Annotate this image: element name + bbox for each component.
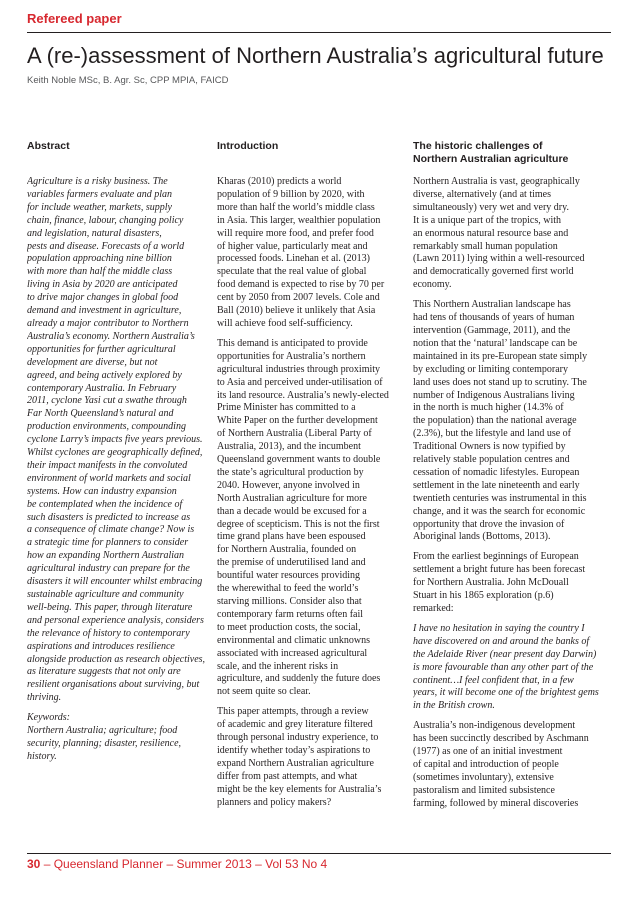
historic-column xyxy=(413,140,611,850)
publication-info: – Queensland Planner – Summer 2013 – Vol 53 No 4 xyxy=(40,857,328,871)
abstract-column xyxy=(27,140,209,850)
historic-paragraph: Australia’s non-indigenous development has been succinctly described by Aschmann (1977) as one of an initial investment of capital and introduction of people (sometimes involuntary), extensive pastoralism and limited subsistence farming, followed by mineral discoveries xyxy=(413,720,589,809)
article-title: A (re-)assessment of Northern Australia’s agricultural future xyxy=(27,43,604,68)
header-rule xyxy=(27,32,611,33)
keywords-label: Keywords: xyxy=(27,712,70,724)
abstract-heading: Abstract xyxy=(27,140,70,152)
author-byline: Keith Noble MSc, B. Agr. Sc, CPP MPIA, FAICD xyxy=(27,75,229,86)
historic-paragraph: Northern Australia is vast, geographically diverse, alternatively (and at times simultaneously) very wet and very dry. It is a unique part of the tropics, with an enormous natural resource base and remarkably small human population (Lawn 2011) lying within a well-resourced and democratically governed first world economy. xyxy=(413,176,585,291)
intro-paragraph: This paper attempts, through a review of academic and grey literature filtered through personal industry experience, to identify whether today’s aspirations to expand Northern Australian agriculture differ from past attempts, and what might be the key elements for Australia’s planners and policy makers? xyxy=(217,706,382,808)
section-kicker: Refereed paper xyxy=(27,11,122,26)
historic-paragraph: This Northern Australian landscape has had tens of thousands of years of human intervention (Gammage, 2011), and the notion that the ‘natural’ landscape can be maintained in its pre-European state simply by excluding or limiting contemporary land uses does not stand up to scrutiny. The number of Indigenous Australians living in the north is much higher (14.3% of the population) than the national average (2.3%), but the lifestyle and land use of Traditional Owners is now typified by relatively stable population centres and cessation of nomadic lifestyles. European settlement in the late nineteenth and early twentieth centuries was instrumental in this change, and it was the search for economic opportunity that drove the invasion of Aboriginal lands (Bottoms, 2013). xyxy=(413,299,588,543)
introduction-heading: Introduction xyxy=(217,140,279,152)
page-number: 30 xyxy=(27,857,41,871)
introduction-column xyxy=(217,140,399,850)
historic-heading: The historic challenges of Northern Australian agriculture xyxy=(413,140,569,165)
footer-rule xyxy=(27,853,611,854)
stuart-quote: I have no hesitation in saying the country I have discovered on and around the banks of the Adelaide River (near present day Darwin) is more favourable than any other part of the continent…I feel confident that, in a few years, it will become one of the brightest gems in the British crown. xyxy=(413,622,599,712)
keywords-text: Northern Australia; agriculture; food security, planning; disaster, resilience, history. xyxy=(27,725,182,762)
intro-paragraph: This demand is anticipated to provide opportunities for Australia’s northern agricultural industries through proximity to Asia and perceived under-utilisation of its land resource. Australia’s newly-elected Prime Minister has committed to a White Paper on the further development of Northern Australia (Liberal Party of Australia, 2013), and the incumbent Queensland government wants to double the state’s agricultural production by 2040. However, anyone involved in North Australian agriculture for more than a decade would be excused for a degree of scepticism. This is not the first time grand plans have been espoused for Northern Australia, founded on the premise of underutilised land and bountiful water resources providing the wherewithal to feed the world’s starving millions. Consider also that contemporary farm returns often fail to meet production costs, the social, environmental and climatic unknowns associated with increased agricultural scale, and the inherent risks in agriculture, and suddenly the future does not seem quite so clear. xyxy=(217,337,389,698)
historic-paragraph: From the earliest beginnings of European settlement a bright future has been forecast for Northern Australia. John McDouall Stuart in his 1865 exploration (p.6) remarked: xyxy=(413,551,586,614)
page-footer xyxy=(27,857,327,871)
intro-paragraph: Kharas (2010) predicts a world population of 9 billion by 2020, with more than half the world’s middle class in Asia. This larger, wealthier population will require more food, and prefer food of higher value, particularly meat and processed foods. Linehan et al. (2013) speculate that the real value of global food demand is expected to rise by 70 per cent by 2050 from 2007 levels. Cole and Ball (2010) believe it unlikely that Asia will achieve food self-sufficiency. xyxy=(217,176,385,329)
abstract-text: Agriculture is a risky business. The variables farmers evaluate and plan for include weather, markets, supply chain, finance, labour, changing policy and legislation, natural disasters, pests and disease. Forecasts of a world population approaching nine billion with more than half the middle class living in Asia by 2020 are anticipated to drive major changes in global food demand and investment in agriculture, already a major contributor to Northern Australia’s economy. Northern Australia’s opportunities for further agricultural development are diverse, but not agreed, and being actively explored by contemporary Australia. In February 2011, cyclone Yasi cut a swathe through Far North Queensland’s natural and production environments, compounding cyclone Larry’s impacts five years previous. Whilst cyclones are geographically defined, their impact manifests in the convoluted environment of world markets and social systems. How can industry expansion be contemplated when the incidence of such disasters is predicted to increase as a consequence of climate change? Now is a strategic time for planners to consider how an expanding Northern Australian agricultural industry can prepare for the disasters it will encounter whilst embracing sustainable agriculture and community well-being. This paper, through literature and personal experience analysis, considers the relevance of history to contemporary aspirations and introduces resilience alongside production as research objectives, as literature suggests that not only are resilient organisations about surviving, but thriving. xyxy=(27,176,206,704)
